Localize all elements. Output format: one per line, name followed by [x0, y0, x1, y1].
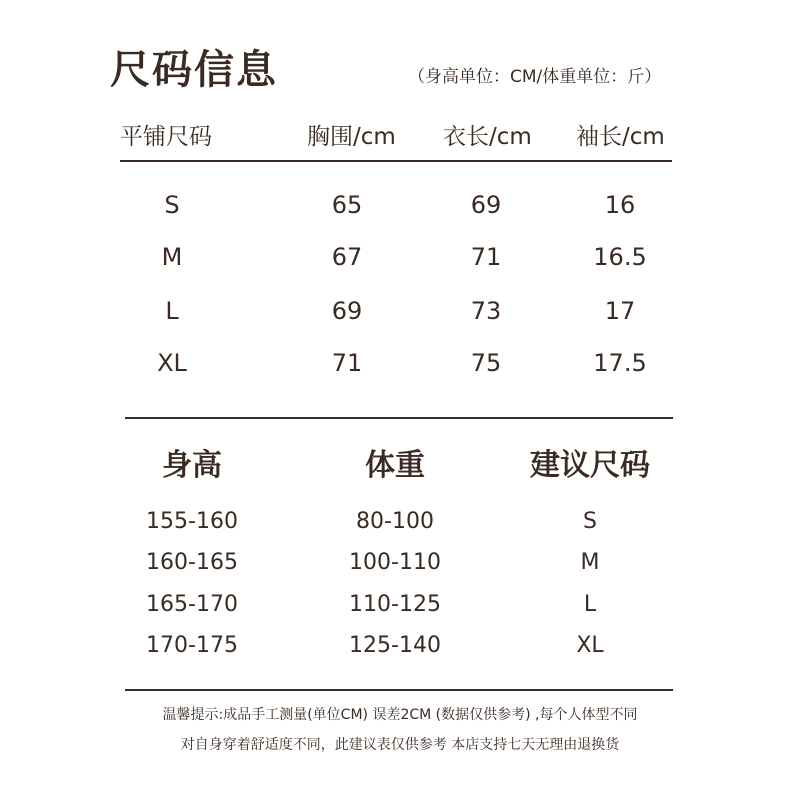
chest-cell: 69: [331, 297, 363, 325]
tip-line-1: 温馨提示:成品手工测量(单位CM) 误差2CM (数据仅供参考) ,每个人体型不同: [162, 707, 638, 723]
tip-line-2: 对自身穿着舒适度不同，此建议表仅供参考 本店支持七天无理由退换货: [180, 737, 620, 753]
table-row: [120, 191, 680, 231]
weight-cell: 80-100: [356, 509, 434, 534]
height-cell: 155-160: [146, 509, 238, 534]
column-header-length: 衣长/cm: [443, 124, 532, 150]
table-row: [120, 297, 680, 337]
recommended-size-cell: S: [583, 509, 597, 534]
weight-cell: 100-110: [349, 550, 441, 575]
height-cell: 170-175: [146, 633, 238, 658]
chest-cell: 67: [331, 243, 363, 271]
table-row: [0, 633, 800, 667]
column-header-sleeve: 袖长/cm: [576, 124, 665, 150]
height-cell: 160-165: [146, 550, 238, 575]
column-header-height: 身高: [162, 448, 222, 483]
footer-divider: [125, 689, 673, 691]
column-header-recommended-size: 建议尺码: [530, 448, 650, 483]
recommended-size-cell: L: [583, 592, 597, 617]
column-header-size: 平铺尺码: [120, 124, 212, 150]
size-cell: L: [165, 297, 179, 325]
sleeve-cell: 16: [604, 191, 636, 219]
length-cell: 69: [470, 191, 502, 219]
sleeve-cell: 16.5: [593, 243, 647, 271]
unit-note: （身高单位：CM/体重单位：斤）: [408, 67, 662, 87]
size-cell: XL: [157, 349, 187, 377]
length-cell: 73: [470, 297, 502, 325]
chest-cell: 71: [331, 349, 363, 377]
length-cell: 75: [470, 349, 502, 377]
weight-cell: 110-125: [349, 592, 441, 617]
weight-cell: 125-140: [349, 633, 441, 658]
sleeve-cell: 17.5: [593, 349, 647, 377]
recommended-size-cell: XL: [576, 633, 604, 658]
page-title: 尺码信息: [110, 47, 278, 93]
length-cell: 71: [470, 243, 502, 271]
table-row: [0, 550, 800, 584]
column-header-chest: 胸围/cm: [307, 124, 396, 150]
sleeve-cell: 17: [604, 297, 636, 325]
table-row: [0, 592, 800, 626]
table-row: [0, 509, 800, 543]
height-cell: 165-170: [146, 592, 238, 617]
chest-cell: 65: [331, 191, 363, 219]
table-row: [120, 349, 680, 389]
header-divider: [120, 160, 672, 162]
table-row: [120, 243, 680, 283]
recommended-size-cell: M: [580, 550, 600, 575]
column-header-weight: 体重: [365, 448, 425, 483]
size-cell: M: [161, 243, 183, 271]
section-divider: [125, 417, 673, 419]
size-cell: S: [164, 191, 180, 219]
